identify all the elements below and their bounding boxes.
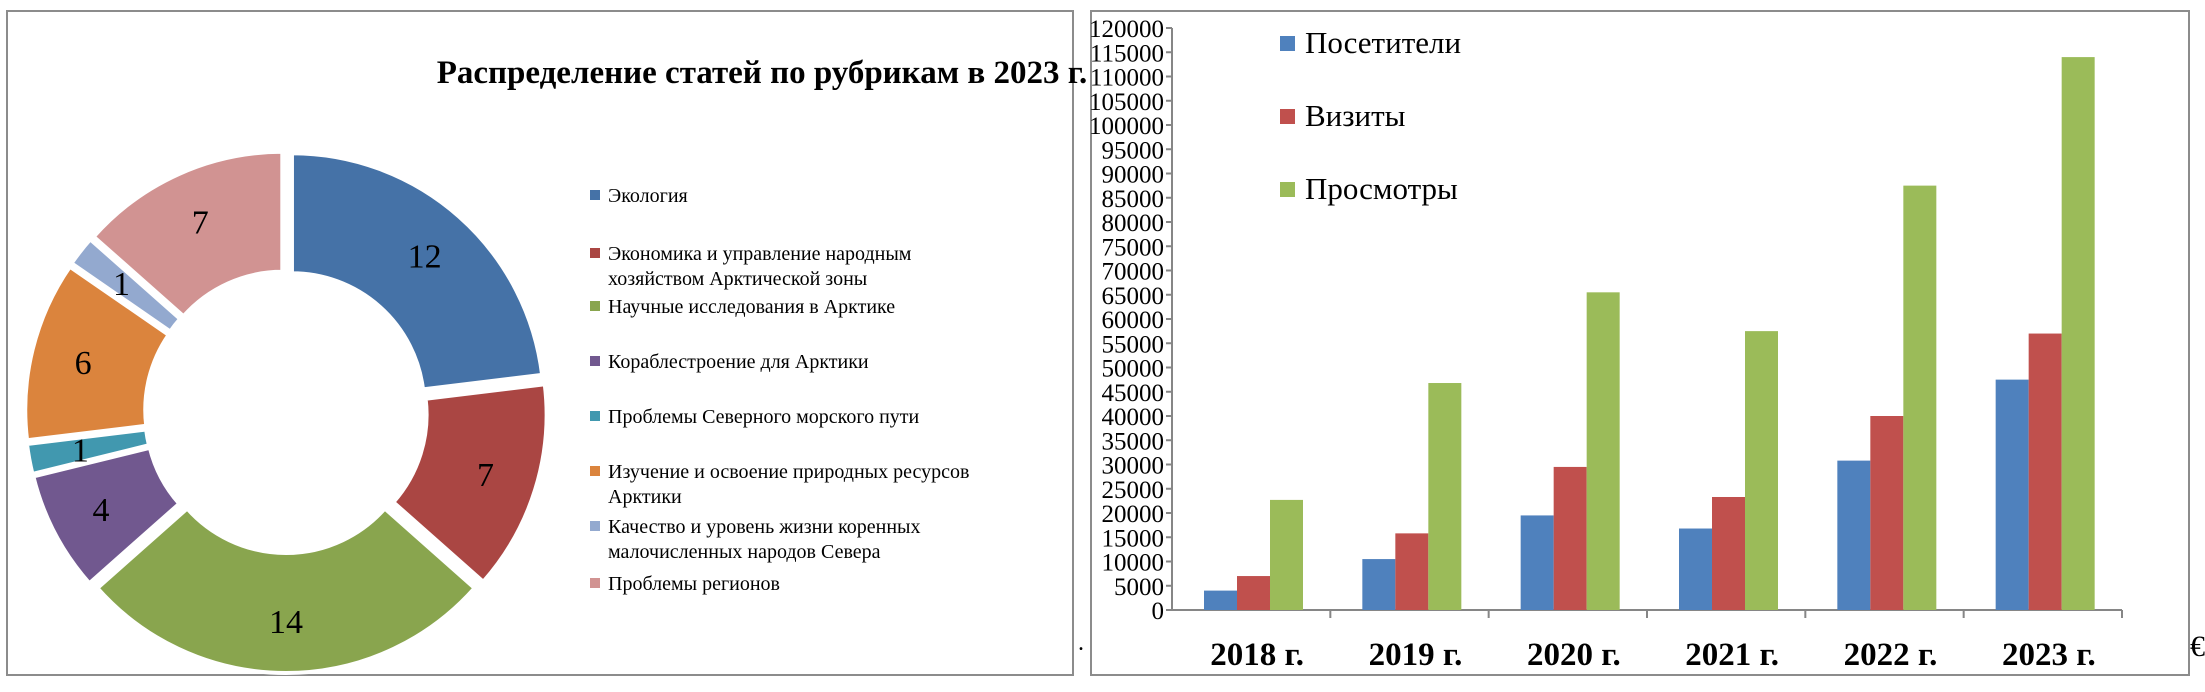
slice-value-label: 7 — [477, 457, 495, 495]
bar-2-4 — [1903, 186, 1936, 610]
legend-entry: Проблемы регионов — [608, 573, 781, 595]
legend-swatch — [590, 301, 600, 311]
bar-1-2 — [1554, 467, 1587, 610]
legend-entry: Кораблестроение для Арктики — [608, 351, 869, 373]
x-tick-label: 2022 г. — [1843, 637, 1938, 673]
slice-value-label: 1 — [112, 266, 130, 304]
x-tick-label: 2020 г. — [1526, 637, 1621, 673]
bar-2-0 — [1270, 500, 1303, 610]
y-tick-label: 50000 — [1101, 355, 1164, 383]
slice-value-label: 12 — [407, 238, 442, 276]
legend-entry: Проблемы Северного морского пути — [608, 406, 920, 428]
bar-0-5 — [1996, 380, 2029, 610]
legend-entry: Экология — [608, 185, 688, 207]
y-tick-label: 120000 — [1089, 16, 1164, 43]
bar-chart — [1089, 12, 2188, 674]
bar-legend-swatch — [1280, 36, 1295, 51]
bar-chart-panel — [1090, 10, 2190, 676]
y-tick-label: 20000 — [1101, 501, 1164, 528]
y-tick-label: 110000 — [1089, 64, 1164, 92]
y-tick-label: 85000 — [1101, 185, 1164, 213]
stray-dot: . — [1078, 630, 1084, 656]
bar-2-5 — [2062, 57, 2095, 610]
y-tick-label: 65000 — [1101, 282, 1164, 310]
bar-legend-entry: Посетители — [1305, 25, 1462, 60]
bar-0-3 — [1679, 529, 1712, 610]
legend-entry: Качество и уровень жизни коренных малочисленных народов Севера — [608, 516, 921, 563]
slice-value-label: 14 — [269, 604, 303, 641]
bar-1-5 — [2029, 334, 2062, 610]
legend-swatch — [590, 356, 600, 366]
bar-2-1 — [1428, 383, 1461, 610]
donut-chart — [8, 12, 1088, 674]
y-tick-label: 115000 — [1089, 40, 1164, 68]
bar-legend-swatch — [1280, 109, 1295, 124]
bar-0-1 — [1362, 559, 1395, 610]
slice-value-label: 6 — [74, 344, 92, 382]
bar-2-3 — [1745, 331, 1778, 610]
y-tick-label: 80000 — [1101, 210, 1164, 237]
bar-1-1 — [1395, 533, 1428, 610]
legend-entry: Экономика и управление народным хозяйством Арктической зоны — [608, 243, 912, 290]
y-tick-label: 40000 — [1101, 404, 1164, 431]
legend-swatch — [590, 411, 600, 421]
stray-cut-letter: € — [2190, 630, 2205, 663]
slice-value-label: 1 — [71, 432, 89, 470]
x-tick-label: 2021 г. — [1685, 637, 1780, 673]
y-tick-label: 55000 — [1101, 331, 1164, 359]
donut-chart-panel — [6, 10, 1088, 676]
y-tick-label: 70000 — [1101, 258, 1164, 286]
bar-1-3 — [1712, 497, 1745, 610]
y-tick-label: 45000 — [1101, 379, 1164, 407]
legend-swatch — [590, 248, 600, 258]
y-tick-label: 25000 — [1101, 476, 1164, 504]
y-tick-label: 0 — [1151, 598, 1164, 625]
slice-value-label: 7 — [191, 204, 209, 242]
legend-entry: Изучение и освоение природных ресурсов Арктики — [608, 461, 970, 508]
legend-swatch — [590, 578, 600, 588]
y-tick-label: 75000 — [1101, 234, 1164, 262]
bar-0-0 — [1204, 591, 1237, 610]
legend-swatch — [590, 466, 600, 476]
bar-0-2 — [1521, 515, 1554, 610]
y-tick-label: 30000 — [1101, 452, 1164, 480]
bar-1-0 — [1237, 576, 1270, 610]
x-tick-label: 2018 г. — [1210, 637, 1305, 673]
y-tick-label: 35000 — [1101, 428, 1164, 456]
pie-chart-title: Распределение статей по рубрикам в 2023 г. — [436, 55, 1088, 91]
y-tick-label: 90000 — [1101, 161, 1164, 189]
legend-entry: Научные исследования в Арктике — [608, 296, 896, 318]
x-tick-label: 2023 г. — [2001, 637, 2096, 673]
bar-legend-entry: Визиты — [1305, 98, 1406, 133]
bar-legend-swatch — [1280, 182, 1295, 197]
y-tick-label: 95000 — [1101, 137, 1164, 165]
bar-1-4 — [1870, 416, 1903, 610]
y-tick-label: 100000 — [1089, 113, 1164, 140]
slice-value-label: 4 — [92, 492, 110, 530]
y-tick-label: 10000 — [1101, 549, 1164, 577]
y-tick-label: 15000 — [1101, 525, 1164, 553]
legend-swatch — [590, 521, 600, 531]
y-tick-label: 5000 — [1114, 573, 1164, 601]
bar-2-2 — [1587, 292, 1620, 610]
donut-slice — [97, 509, 474, 673]
bar-0-4 — [1837, 461, 1870, 610]
bar-legend-entry: Просмотры — [1305, 171, 1458, 206]
legend-swatch — [590, 190, 600, 200]
x-tick-label: 2019 г. — [1368, 637, 1463, 673]
y-tick-label: 60000 — [1101, 307, 1164, 334]
y-tick-label: 105000 — [1089, 88, 1164, 116]
